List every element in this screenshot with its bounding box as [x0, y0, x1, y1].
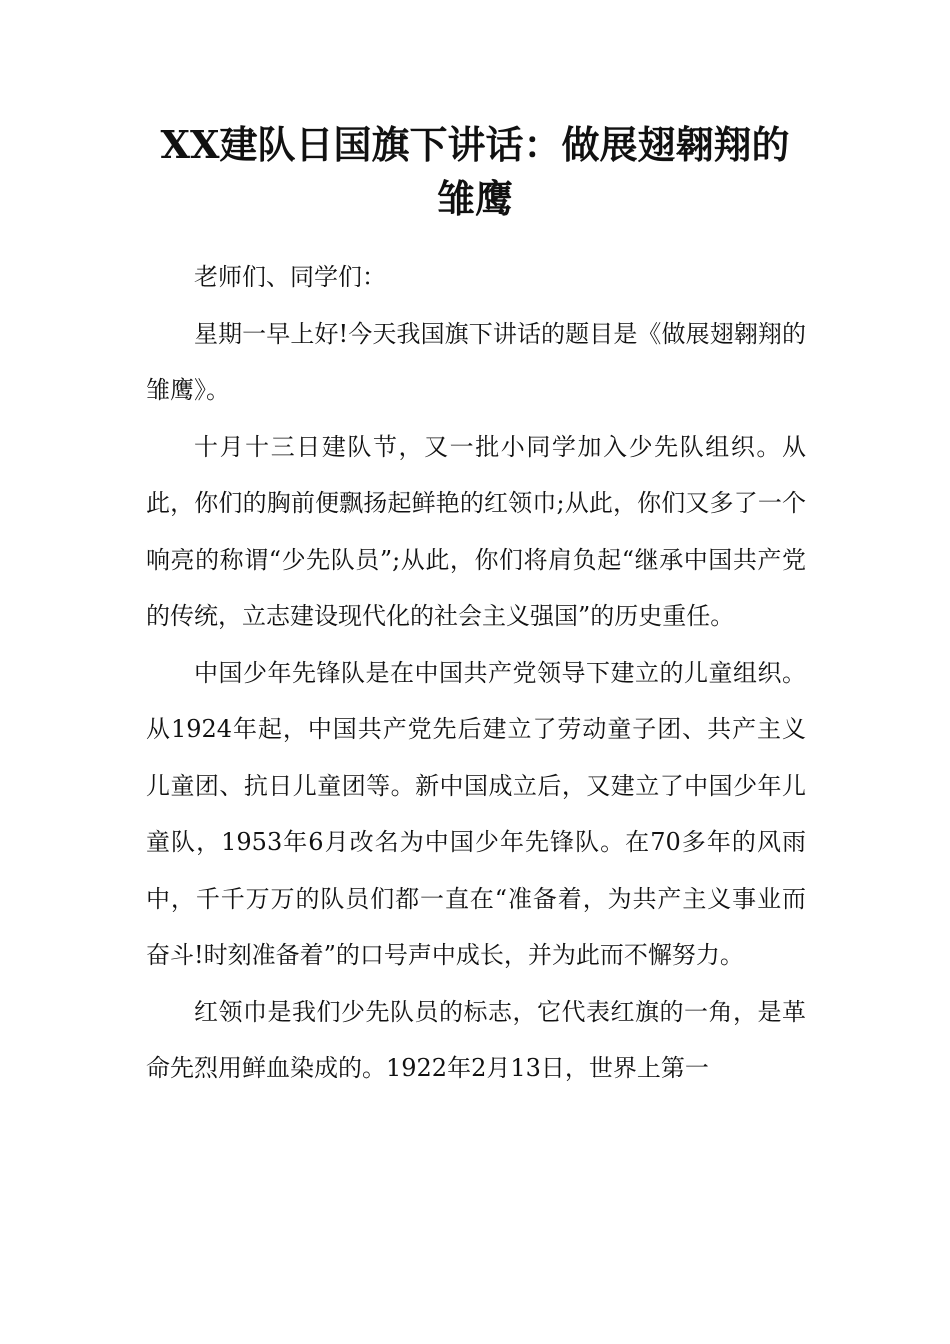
paragraph-1: 星期一早上好!今天我国旗下讲话的题目是《做展翅翱翔的雏鹰》。: [146, 319, 806, 404]
document-body: [146, 249, 806, 1097]
paragraph-3: 中国少年先锋队是在中国共产党领导下建立的儿童组织。从1924年起，中国共产党先后建立了劳动童子团、共产主义儿童团、抗日儿童团等。新中国成立后，又建立了中国少年儿童队，1953年6月改名为中国少年先锋队。在70多年的风雨中，千千万万的队员们都一直在“准备着，为共产主义事业而奋斗!时刻准备着”的口号声中成长，并为此而不懈努力。: [146, 658, 806, 969]
document-title: XX建队日国旗下讲话：做展翅翱翔的雏鹰: [160, 122, 790, 221]
paragraph-2: 十月十三日建队节，又一批小同学加入少先队组织。从此，你们的胸前便飘扬起鲜艳的红领巾;从此，你们又多了一个响亮的称谓“少先队员”;从此，你们将肩负起“继承中国共产党的传统，立志建设现代化的社会主义强国”的历史重任。: [146, 432, 806, 630]
greeting: 老师们、同学们：: [194, 263, 386, 291]
paragraph-4: 红领巾是我们少先队员的标志，它代表红旗的一角，是革命先烈用鲜血染成的。1922年2月13日，世界上第一: [146, 997, 806, 1082]
